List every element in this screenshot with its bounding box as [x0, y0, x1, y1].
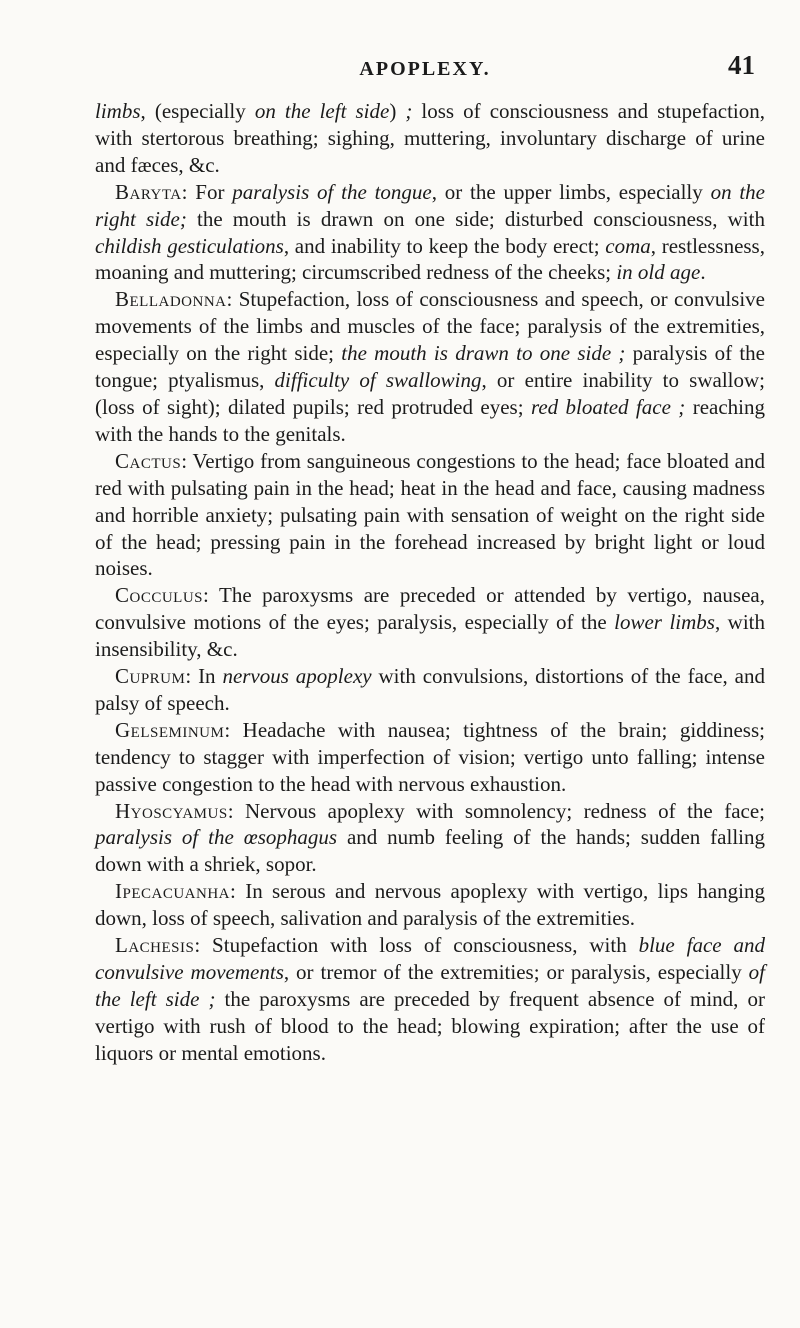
text-run: : For	[181, 179, 233, 204]
paragraph-baryta	[95, 179, 765, 287]
remedy-name: Cuprum	[115, 664, 186, 689]
text-run: , restlessness, moaning and muttering; circumscribed redness of the cheeks;	[95, 233, 765, 285]
text-run: .	[700, 260, 706, 285]
remedy-name: Lachesis	[115, 933, 195, 958]
emphasis-text: red bloated face ;	[530, 394, 686, 419]
emphasis-text: in old age	[616, 260, 701, 285]
remedy-name: Hyoscyamus	[115, 798, 228, 823]
text-run: : Nervous apoplexy with somnolency; redness of the face;	[227, 798, 765, 823]
emphasis-text: limbs	[95, 99, 141, 123]
emphasis-text: childish gesticulations	[95, 233, 284, 258]
text-run: : In serous and nervous apoplexy with vertigo, lips hanging down, loss of speech, salivation and paralysis of the extremities.	[95, 879, 765, 931]
text-run: : In	[185, 664, 223, 689]
remedy-name: Belladonna	[115, 287, 227, 312]
remedy-name: Baryta	[115, 179, 182, 204]
text-run: : Headache with nausea; tightness of the brain; giddiness; tendency to stagger with imperfection of vision; vertigo unto falling; intense passive congestion to the head with nervous exhaustion.	[95, 717, 765, 796]
emphasis-text: ;	[405, 99, 413, 123]
emphasis-text: blue face and convulsive movements	[95, 933, 765, 984]
text-run: paralysis of the tongue; ptyalismus,	[95, 341, 765, 393]
remedy-name: Cactus	[115, 448, 182, 473]
emphasis-text: of the left side ;	[95, 960, 765, 1011]
text-run: the mouth is drawn on one side; disturbed consciousness, with	[186, 206, 765, 231]
emphasis-text: paralysis of the œsophagus	[95, 825, 338, 850]
page-number: 41	[728, 50, 755, 80]
paragraph-belladonna	[95, 286, 765, 447]
paragraph-ipecacuanha	[95, 878, 765, 932]
text-run: : Vertigo from sanguineous congestions to the head; face bloated and red with pulsating pain in the head; heat in the head and face, causing madness and horrible anxiety; pulsating pain with sensation of weight on the right side of the head; pressing pain in the forehead increased by bright light or loud noises.	[95, 448, 765, 581]
paragraph-cocculus	[95, 582, 765, 663]
remedy-name: Gelseminum	[115, 717, 225, 742]
text-run: , with insensibility, &c.	[95, 610, 766, 662]
text-run: )	[389, 99, 406, 123]
emphasis-text: nervous apoplexy	[222, 664, 372, 689]
paragraph-gelseminum	[95, 717, 765, 798]
remedy-name: Cocculus	[115, 583, 204, 608]
paragraph-hyoscyamus	[95, 798, 765, 879]
text-run: : Stupefaction, loss of consciousness and speech, or convulsive movements of the limbs and muscles of the face; paralysis of the extremities, especially on the right side;	[95, 287, 765, 366]
text-run: , and inability to keep the body erect;	[283, 233, 606, 258]
text-run: , (especially	[140, 99, 255, 123]
text-run: , or the upper limbs, especially	[431, 179, 711, 204]
emphasis-text: paralysis of the tongue	[232, 179, 432, 204]
emphasis-text: lower limbs	[614, 610, 715, 635]
text-run: and numb feeling of the hands; sudden falling down with a shriek, sopor.	[95, 825, 765, 877]
emphasis-text: the mouth is drawn to one side ;	[341, 341, 626, 366]
remedy-name: Ipecacuanha	[115, 879, 231, 904]
emphasis-text: coma	[605, 233, 651, 258]
text-run: the paroxysms are preceded by frequent absence of mind, or vertigo with rush of blood to the head; blowing expiration; after the use of liquors or mental emotions.	[95, 986, 765, 1065]
emphasis-text: on the right side;	[95, 179, 766, 231]
emphasis-text: difficulty of swallowing	[274, 368, 482, 393]
text-run: with convulsions, distortions of the face, and palsy of speech.	[95, 664, 765, 715]
text-run: : The paroxysms are preceded or attended by vertigo, nausea, convulsive motions of the eyes; paralysis, especially of the	[95, 583, 765, 635]
text-run: , or entire inability to swallow; (loss of sight); dilated pupils; red protruded eyes;	[95, 368, 765, 419]
running-head: APOPLEXY.	[359, 58, 491, 80]
text-run: loss of consciousness and stupefaction, with stertorous breathing; sighing, muttering, involuntary discharge of urine and fæces, &c.	[95, 99, 766, 177]
paragraph-cuprum	[95, 663, 765, 717]
paragraph-lachesis	[95, 932, 765, 1067]
emphasis-text: on the left side	[254, 99, 390, 123]
paragraph-continuation	[95, 98, 765, 179]
page-header	[95, 50, 755, 90]
paragraph-cactus	[95, 448, 765, 583]
text-run: , or tremor of the extremities; or paralysis, especially	[283, 960, 749, 984]
text-run: reaching with the hands to the genitals.	[95, 394, 765, 446]
body-text	[95, 98, 765, 1067]
text-run: : Stupefaction with loss of consciousness, with	[194, 933, 639, 958]
